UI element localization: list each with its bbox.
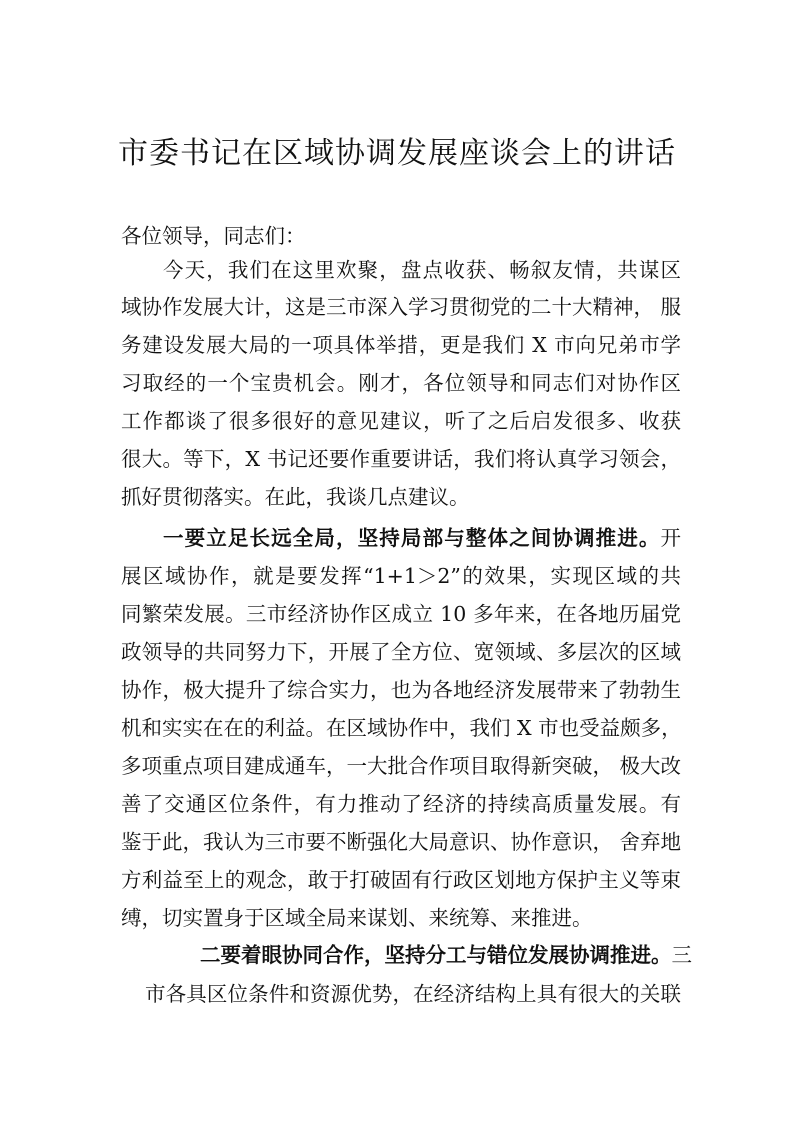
- paragraph-line: [200, 940, 692, 970]
- paragraph-line: 很大。等下，X 书记还要作重要讲话，我们将认真学习领会，: [121, 447, 681, 471]
- paragraph-line: 善了交通区位条件，有力推动了经济的持续高质量发展。有: [121, 792, 681, 816]
- paragraph-line: [163, 523, 681, 553]
- paragraph-line: 抓好贯彻落实。在此，我谈几点建议。: [121, 485, 470, 509]
- paragraph-line: 习取经的一个宝贵机会。刚才，各位领导和同志们对协作区: [121, 371, 681, 395]
- salutation: 各位领导，同志们：: [121, 224, 306, 248]
- paragraph-line: 展区域协作，就是要发挥“1+1＞2”的效果，实现区域的共: [121, 564, 681, 588]
- paragraph-text: 三: [671, 943, 692, 967]
- paragraph-line: 协作，极大提升了综合实力，也为各地经济发展带来了勃勃生: [121, 678, 681, 702]
- paragraph-line: 方利益至上的观念，敢于打破固有行政区划地方保护主义等束: [121, 868, 681, 892]
- paragraph-line: 鉴于此，我认为三市要不断强化大局意识、协作意识， 舍弃地: [121, 830, 682, 854]
- paragraph-line: 多项重点项目建成通车，一大批合作项目取得新突破， 极大改: [121, 754, 682, 778]
- paragraph-line: 工作都谈了很多很好的意见建议，听了之后启发很多、收获: [121, 409, 681, 433]
- paragraph-line: 政领导的共同努力下，开展了全方位、宽领域、多层次的区域: [121, 640, 681, 664]
- paragraph-line: 机和实实在在的利益。在区域协作中，我们 X 市也受益颇多，: [121, 716, 682, 740]
- paragraph-line: 市各具区位条件和资源优势，在经济结构上具有很大的关联: [145, 982, 681, 1006]
- paragraph-line: 同繁荣发展。三市经济协作区成立 10 多年来，在各地历届党: [121, 602, 681, 626]
- paragraph-line: 域协作发展大计，这是三市深入学习贯彻党的二十大精神， 服: [121, 295, 682, 319]
- paragraph-line: 务建设发展大局的一项具体举措，更是我们 X 市向兄弟市学: [121, 333, 681, 357]
- paragraph-text: 开: [660, 526, 681, 550]
- document-title: 市委书记在区域协调发展座谈会上的讲话: [118, 136, 676, 171]
- paragraph-line: 今天，我们在这里欢聚，盘点收获、畅叙友情，共谋区: [163, 258, 681, 282]
- section-heading: 二要着眼协同合作，坚持分工与错位发展协调推进。: [200, 943, 672, 967]
- paragraph-line: 缚，切实置身于区域全局来谋划、来统筹、来推进。: [121, 906, 593, 930]
- section-heading: 一要立足长远全局，坚持局部与整体之间协调推进。: [163, 526, 661, 550]
